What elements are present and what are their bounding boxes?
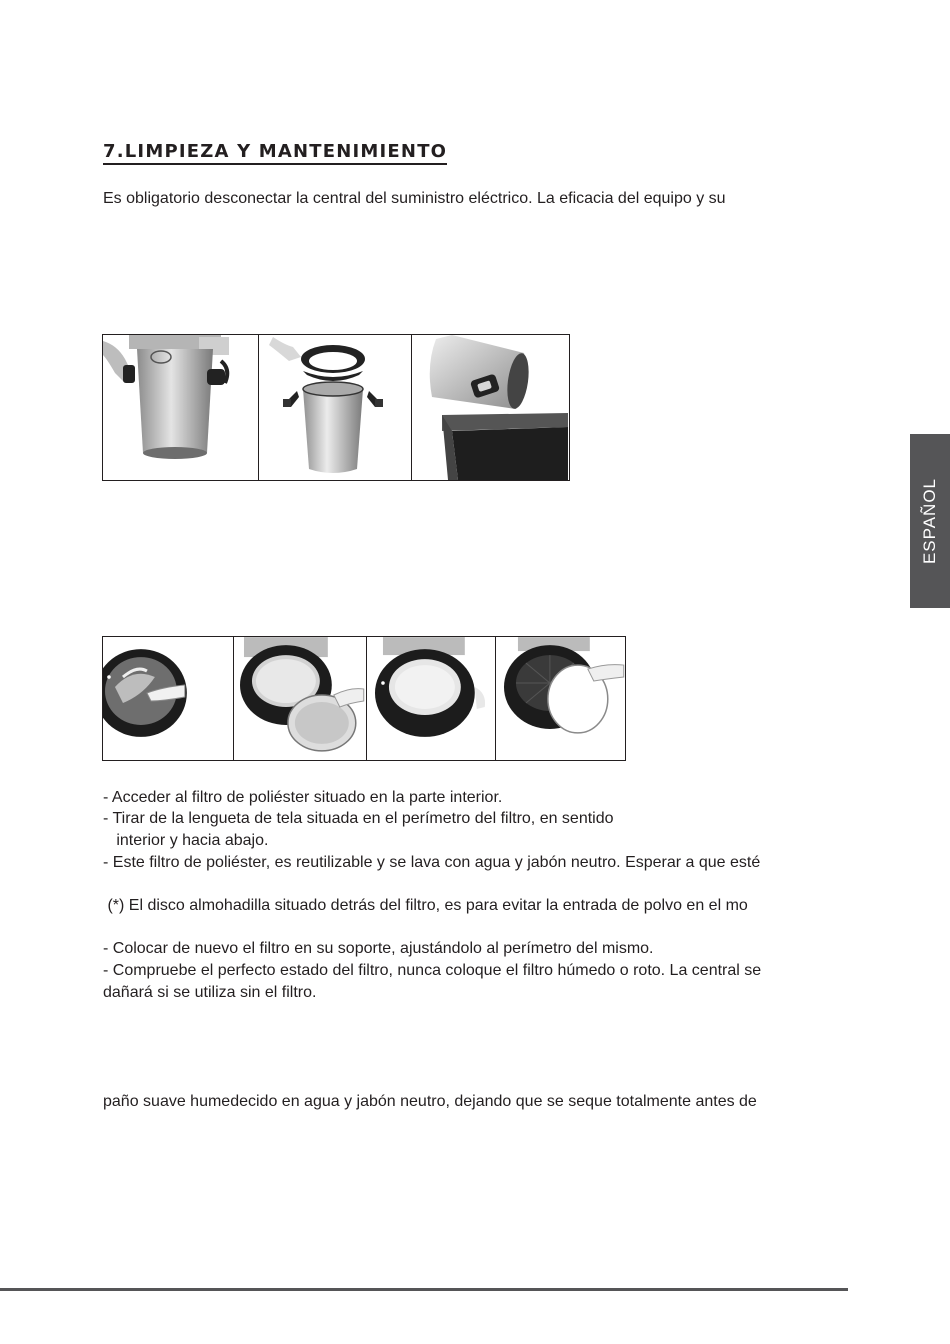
section-title: 7.LIMPIEZA Y MANTENIMIENTO bbox=[103, 141, 447, 165]
photo-strip-top bbox=[102, 334, 570, 481]
instruction-line: dañará si se utiliza sin el filtro. bbox=[103, 984, 317, 1001]
closing-paragraph: paño suave humedecido en agua y jabón neutro, dejando que se seque totalmente antes de bbox=[103, 1093, 757, 1110]
bin-emptying-into-container-photo bbox=[412, 335, 569, 480]
instruction-line: - Este filtro de poliéster, es reutilizable y se lava con agua y jabón neutro. Esperar a que esté bbox=[103, 854, 761, 871]
pad-disc-photo bbox=[496, 637, 625, 760]
unit-lifted-by-clamps-photo bbox=[103, 335, 259, 480]
bin-ring-removal-photo bbox=[259, 335, 412, 480]
filter-seat-photo bbox=[367, 637, 497, 760]
instruction-line: - Tirar de la lengueta de tela situada en el perímetro del filtro, en sentido bbox=[103, 810, 614, 827]
language-side-tab bbox=[910, 434, 950, 608]
instruction-line: - Colocar de nuevo el filtro en su soporte, ajustándolo al perímetro del mismo. bbox=[103, 940, 654, 957]
filter-tab-pull-photo bbox=[103, 637, 234, 760]
language-tab-label: ESPAÑOL bbox=[920, 477, 939, 565]
intro-paragraph: Es obligatorio desconectar la central del suministro eléctrico. La eficacia del equipo y su bbox=[103, 190, 726, 207]
footer-rule bbox=[0, 1288, 848, 1291]
filter-removal-photo bbox=[234, 637, 367, 760]
filter-pad-note: (*) El disco almohadilla situado detrás del filtro, es para evitar la entrada de polvo en el mo bbox=[103, 897, 748, 914]
instruction-line: - Acceder al filtro de poliéster situado en la parte interior. bbox=[103, 789, 503, 806]
instruction-line: - Compruebe el perfecto estado del filtro, nunca coloque el filtro húmedo o roto. La central se bbox=[103, 962, 762, 979]
photo-strip-bottom bbox=[102, 636, 626, 761]
instruction-line: interior y hacia abajo. bbox=[103, 832, 269, 849]
